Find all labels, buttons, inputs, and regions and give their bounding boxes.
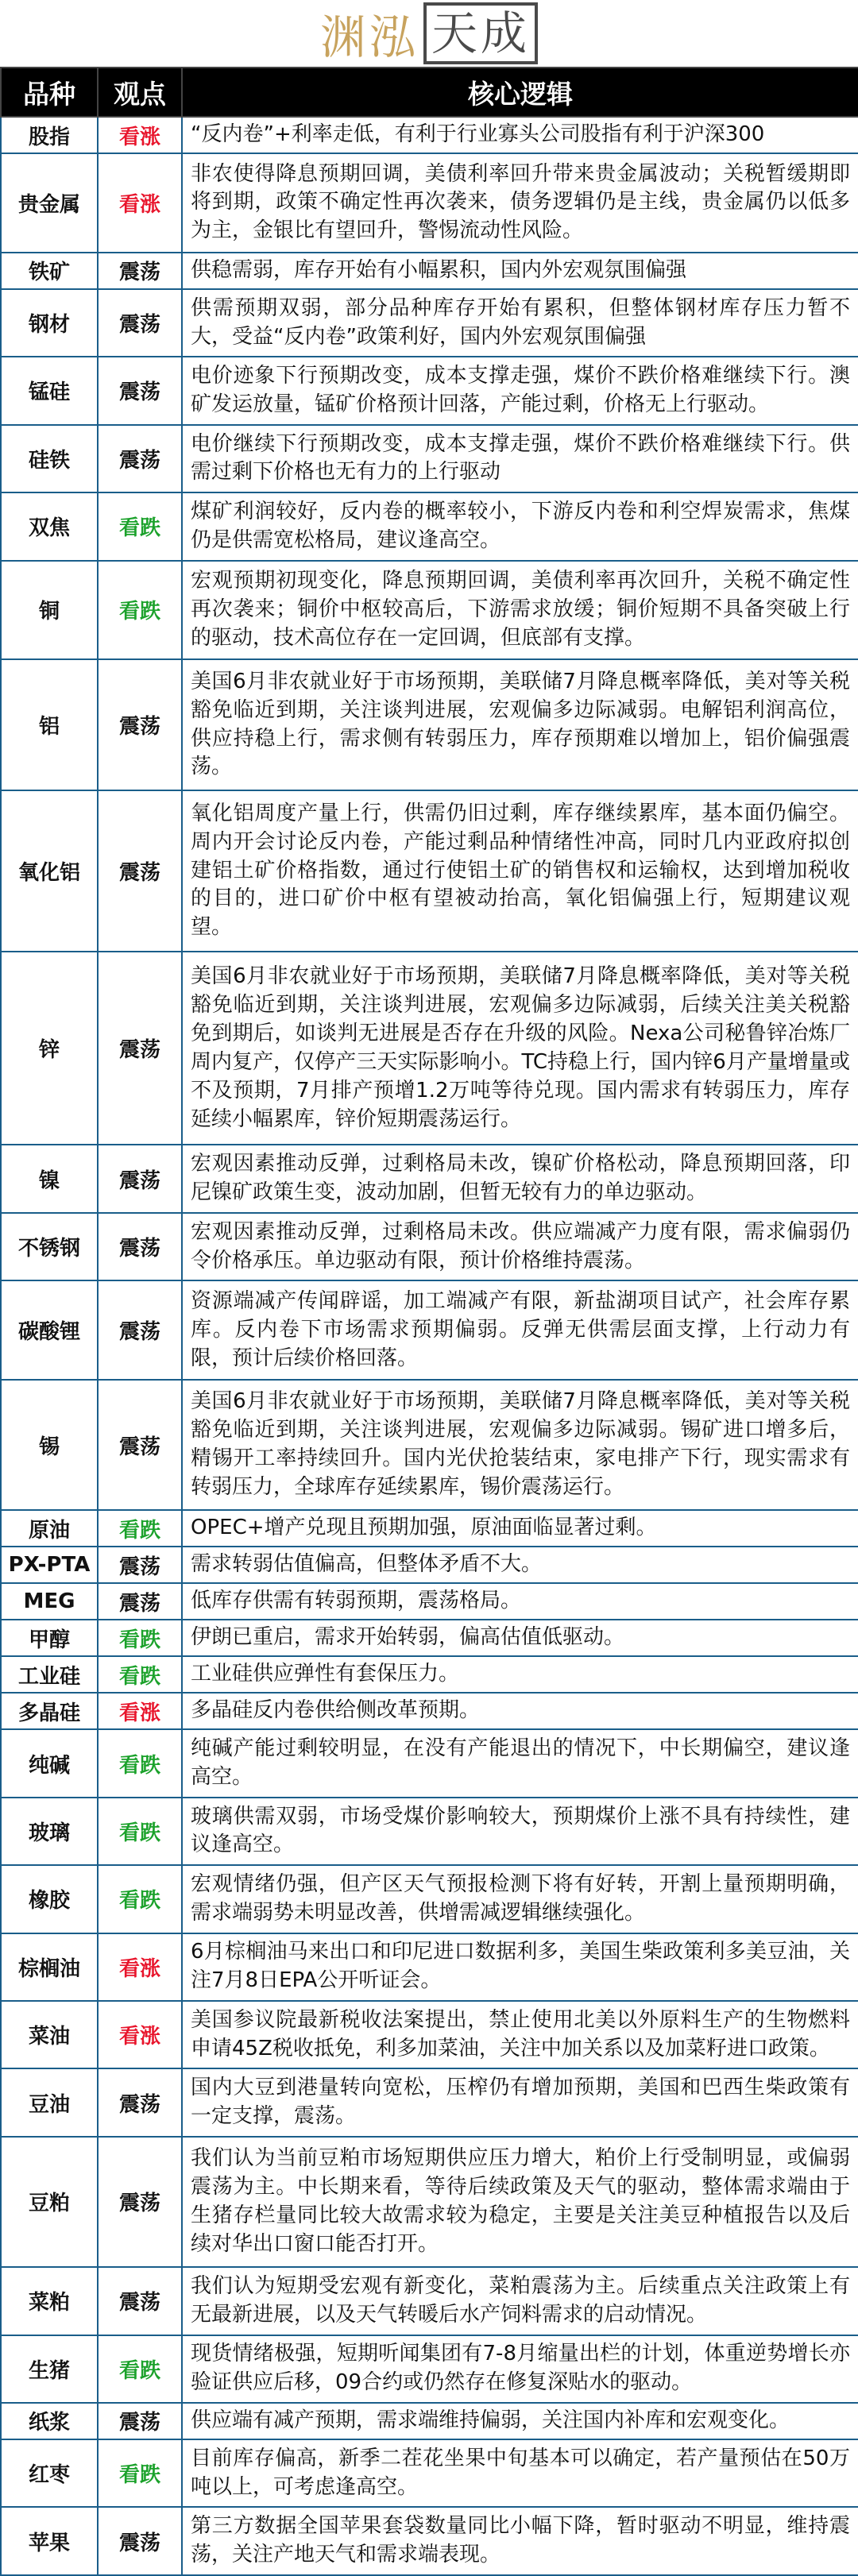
view-badge: 看跌 [98, 2335, 182, 2403]
table-row [1, 1933, 858, 2001]
table-row [1, 1547, 858, 1583]
table-row [1, 492, 858, 560]
view-badge: 看涨 [98, 117, 182, 153]
header-view: 观点 [98, 68, 182, 117]
variety-name: 豆油 [1, 2068, 98, 2136]
core-logic: 低库存供需有转弱预期，震荡格局。 [182, 1583, 858, 1620]
table-row [1, 117, 858, 153]
views-table [0, 67, 858, 2576]
view-badge: 看跌 [98, 1620, 182, 1656]
table-row [1, 2267, 858, 2335]
core-logic: 6月棕榈油马来出口和印尼进口数据利多，美国生柴政策利多美豆油，关注7月8日EPA公开听证会。 [182, 1933, 858, 2001]
variety-name: 股指 [1, 117, 98, 153]
variety-name: 生猪 [1, 2335, 98, 2403]
view-badge: 震荡 [98, 2403, 182, 2439]
view-badge: 震荡 [98, 1213, 182, 1280]
view-badge: 震荡 [98, 253, 182, 289]
header-logic: 核心逻辑 [182, 68, 858, 117]
view-badge: 看跌 [98, 1798, 182, 1865]
table-row [1, 1583, 858, 1620]
core-logic: 宏观情绪仍强，但产区天气预报检测下将有好转，开割上量预期明确，需求端弱势未明显改善，供增需减逻辑继续强化。 [182, 1865, 858, 1933]
view-badge: 震荡 [98, 659, 182, 790]
variety-name: 原油 [1, 1510, 98, 1547]
core-logic: 我们认为短期受宏观有新变化，菜粕震荡为主。后续重点关注政策上有无最新进展，以及天气转暖后水产饲料需求的启动情况。 [182, 2267, 858, 2335]
core-logic: 电价迹象下行预期改变，成本支撑走强，煤价不跌价格难继续下行。澳矿发运放量，锰矿价格预计回落，产能过剩，价格无上行驱动。 [182, 357, 858, 424]
view-badge: 震荡 [98, 952, 182, 1145]
core-logic: 供稳需弱，库存开始有小幅累积，国内外宏观氛围偏强 [182, 253, 858, 289]
logo-bar [0, 0, 858, 67]
view-badge: 震荡 [98, 2267, 182, 2335]
core-logic: 国内大豆到港量转向宽松，压榨仍有增加预期，美国和巴西生柴政策有一定支撑，震荡。 [182, 2068, 858, 2136]
view-badge: 震荡 [98, 1583, 182, 1620]
variety-name: 红枣 [1, 2439, 98, 2507]
view-badge: 看跌 [98, 1729, 182, 1797]
core-logic: 宏观因素推动反弹，过剩格局未改。供应端减产力度有限，需求偏弱仍令价格承压。单边驱动有限，预计价格维持震荡。 [182, 1213, 858, 1280]
view-badge: 震荡 [98, 1280, 182, 1380]
view-badge: 震荡 [98, 2137, 182, 2267]
core-logic: 电价继续下行预期改变，成本支撑走强，煤价不跌价格难继续下行。供需过剩下价格也无有力的上行驱动 [182, 425, 858, 492]
core-logic: 现货情绪极强，短期听闻集团有7-8月缩量出栏的计划，体重逆势增长亦验证供应后移，09合约或仍然存在修复深贴水的驱动。 [182, 2335, 858, 2403]
view-badge: 看涨 [98, 153, 182, 253]
table-row [1, 790, 858, 952]
variety-name: 菜粕 [1, 2267, 98, 2335]
core-logic: 资源端减产传闻辟谣，加工端减产有限，新盐湖项目试产，社会库存累库。反内卷下市场需求预期偏弱。反弹无供需层面支撑，上行动力有限，预计后续价格回落。 [182, 1280, 858, 1380]
variety-name: 铁矿 [1, 253, 98, 289]
core-logic: 目前库存偏高，新季二茬花坐果中旬基本可以确定，若产量预估在50万吨以上，可考虑逢高空。 [182, 2439, 858, 2507]
variety-name: 甲醇 [1, 1620, 98, 1656]
table-body [1, 117, 858, 2575]
table-row [1, 289, 858, 357]
variety-name: 多晶硅 [1, 1693, 98, 1729]
view-badge: 震荡 [98, 1145, 182, 1212]
core-logic: 工业硅供应弹性有套保压力。 [182, 1656, 858, 1693]
table-row [1, 1380, 858, 1510]
view-badge: 震荡 [98, 357, 182, 424]
view-badge: 震荡 [98, 790, 182, 952]
view-badge: 看涨 [98, 1693, 182, 1729]
view-badge: 看跌 [98, 492, 182, 560]
view-badge: 看涨 [98, 1933, 182, 2001]
core-logic: “反内卷”+利率走低，有利于行业寡头公司股指有利于沪深300 [182, 117, 858, 153]
view-badge: 看跌 [98, 1656, 182, 1693]
table-row [1, 2403, 858, 2439]
table-row [1, 2001, 858, 2068]
core-logic: 多晶硅反内卷供给侧改革预期。 [182, 1693, 858, 1729]
core-logic: 氧化铝周度产量上行，供需仍旧过剩，库存继续累库，基本面仍偏空。周内开会讨论反内卷，产能过剩品种情绪性冲高，同时几内亚政府拟创建铝土矿价格指数，通过行使铝土矿的销售权和运输权，达到增加税收的目的，进口矿价中枢有望被动抬高，氧化铝偏强上行，短期建议观望。 [182, 790, 858, 952]
variety-name: 锰硅 [1, 357, 98, 424]
view-badge: 震荡 [98, 425, 182, 492]
table-row [1, 253, 858, 289]
variety-name: 豆粕 [1, 2137, 98, 2267]
brand-logo [320, 0, 538, 67]
variety-name: 工业硅 [1, 1656, 98, 1693]
core-logic: OPEC+增产兑现且预期加强，原油面临显著过剩。 [182, 1510, 858, 1547]
table-row [1, 153, 858, 253]
variety-name: 菜油 [1, 2001, 98, 2068]
view-badge: 看跌 [98, 1510, 182, 1547]
core-logic: 宏观因素推动反弹，过剩格局未改，镍矿价格松动，降息预期回落，印尼镍矿政策生变，波动加剧，但暂无较有力的单边驱动。 [182, 1145, 858, 1212]
table-row [1, 1510, 858, 1547]
table-row [1, 1620, 858, 1656]
table-row [1, 2335, 858, 2403]
core-logic: 纯碱产能过剩较明显，在没有产能退出的情况下，中长期偏空，建议逢高空。 [182, 1729, 858, 1797]
variety-name: 铜 [1, 561, 98, 660]
table-row [1, 659, 858, 790]
core-logic: 美国6月非农就业好于市场预期，美联储7月降息概率降低，美对等关税豁免临近到期，关注谈判进展，宏观偏多边际减弱。电解铝利润高位，供应持稳上行，需求侧有转弱压力，库存预期难以增加上，铝价偏强震荡。 [182, 659, 858, 790]
core-logic: 需求转弱估值偏高，但整体矛盾不大。 [182, 1547, 858, 1583]
table-row [1, 1798, 858, 1865]
variety-name: MEG [1, 1583, 98, 1620]
variety-name: 镍 [1, 1145, 98, 1212]
table-row [1, 1865, 858, 1933]
variety-name: 锡 [1, 1380, 98, 1510]
logo-text: 渊泓 [319, 10, 419, 64]
view-badge: 震荡 [98, 1547, 182, 1583]
core-logic: 煤矿利润较好，反内卷的概率较小，下游反内卷和利空焊炭需求，焦煤仍是供需宽松格局，建议逢高空。 [182, 492, 858, 560]
table-row [1, 1280, 858, 1380]
variety-name: 棕榈油 [1, 1933, 98, 2001]
variety-name: 钢材 [1, 289, 98, 357]
core-logic: 美国参议院最新税收法案提出，禁止使用北美以外原料生产的生物燃料申请45Z税收抵免，利多加菜油，关注中加关系以及加菜籽进口政策。 [182, 2001, 858, 2068]
table-row [1, 357, 858, 424]
table-row [1, 561, 858, 660]
variety-name: 橡胶 [1, 1865, 98, 1933]
table-row [1, 1656, 858, 1693]
view-badge: 看跌 [98, 2439, 182, 2507]
variety-name: 纸浆 [1, 2403, 98, 2439]
view-badge: 看跌 [98, 1865, 182, 1933]
table-row [1, 1729, 858, 1797]
view-badge: 震荡 [98, 2507, 182, 2575]
variety-name: 双焦 [1, 492, 98, 560]
view-badge: 震荡 [98, 2068, 182, 2136]
header-row [1, 68, 858, 117]
core-logic: 美国6月非农就业好于市场预期，美联储7月降息概率降低，美对等关税豁免临近到期，关注谈判进展，宏观偏多边际减弱，后续关注美关税豁免到期后，如谈判无进展是否存在升级的风险。Nexa公司秘鲁锌冶炼厂周内复产，仅停产三天实际影响小。TC持稳上行，国内锌6月产量增量或不及预期，7月排产预增1.2万吨等待兑现。国内需求有转弱压力，库存延续小幅累库，锌价短期震荡运行。 [182, 952, 858, 1145]
table-row [1, 1145, 858, 1212]
variety-name: 贵金属 [1, 153, 98, 253]
core-logic: 美国6月非农就业好于市场预期，美联储7月降息概率降低，美对等关税豁免临近到期，关注谈判进展，宏观偏多边际减弱。锡矿进口增多后，精锡开工率持续回升。国内光伏抢装结束，家电排产下行，现实需求有转弱压力，全球库存延续累库，锡价震荡运行。 [182, 1380, 858, 1510]
header-variety: 品种 [1, 68, 98, 117]
variety-name: 碳酸锂 [1, 1280, 98, 1380]
variety-name: 铝 [1, 659, 98, 790]
variety-name: 氧化铝 [1, 790, 98, 952]
table-row [1, 2137, 858, 2267]
table-row [1, 1693, 858, 1729]
core-logic: 我们认为当前豆粕市场短期供应压力增大，粕价上行受制明显，或偏弱震荡为主。中长期来看，等待后续政策及天气的驱动，整体需求端由于生猪存栏量同比较大故需求较为稳定，主要是关注美豆种植报告以及后续对华出口窗口能否打开。 [182, 2137, 858, 2267]
variety-name: PX-PTA [1, 1547, 98, 1583]
logo-boxed-text: 天成 [423, 2, 538, 64]
variety-name: 锌 [1, 952, 98, 1145]
view-badge: 看跌 [98, 561, 182, 660]
table-row [1, 425, 858, 492]
core-logic: 供应端有减产预期，需求端维持偏弱，关注国内补库和宏观变化。 [182, 2403, 858, 2439]
core-logic: 伊朗已重启，需求开始转弱，偏高估值低驱动。 [182, 1620, 858, 1656]
table-row [1, 2068, 858, 2136]
core-logic: 玻璃供需双弱，市场受煤价影响较大，预期煤价上涨不具有持续性，建议逢高空。 [182, 1798, 858, 1865]
variety-name: 硅铁 [1, 425, 98, 492]
view-badge: 震荡 [98, 289, 182, 357]
table-row [1, 2507, 858, 2575]
core-logic: 宏观预期初现变化，降息预期回调，美债利率再次回升，关税不确定性再次袭来；铜价中枢较高后，下游需求放缓；铜价短期不具备突破上行的驱动，技术高位存在一定回调，但底部有支撑。 [182, 561, 858, 660]
table-row [1, 2439, 858, 2507]
core-logic: 供需预期双弱，部分品种库存开始有累积，但整体钢材库存压力暂不大，受益“反内卷”政策利好，国内外宏观氛围偏强 [182, 289, 858, 357]
table-row [1, 952, 858, 1145]
view-badge: 震荡 [98, 1380, 182, 1510]
core-logic: 非农使得降息预期回调，美债利率回升带来贵金属波动；关税暂缓期即将到期，政策不确定性再次袭来，债务逻辑仍是主线，贵金属仍以低多为主，金银比有望回升，警惕流动性风险。 [182, 153, 858, 253]
variety-name: 苹果 [1, 2507, 98, 2575]
variety-name: 不锈钢 [1, 1213, 98, 1280]
variety-name: 纯碱 [1, 1729, 98, 1797]
core-logic: 第三方数据全国苹果套袋数量同比小幅下降，暂时驱动不明显，维持震荡，关注产地天气和需求端表现。 [182, 2507, 858, 2575]
view-badge: 看涨 [98, 2001, 182, 2068]
variety-name: 玻璃 [1, 1798, 98, 1865]
table-row [1, 1213, 858, 1280]
